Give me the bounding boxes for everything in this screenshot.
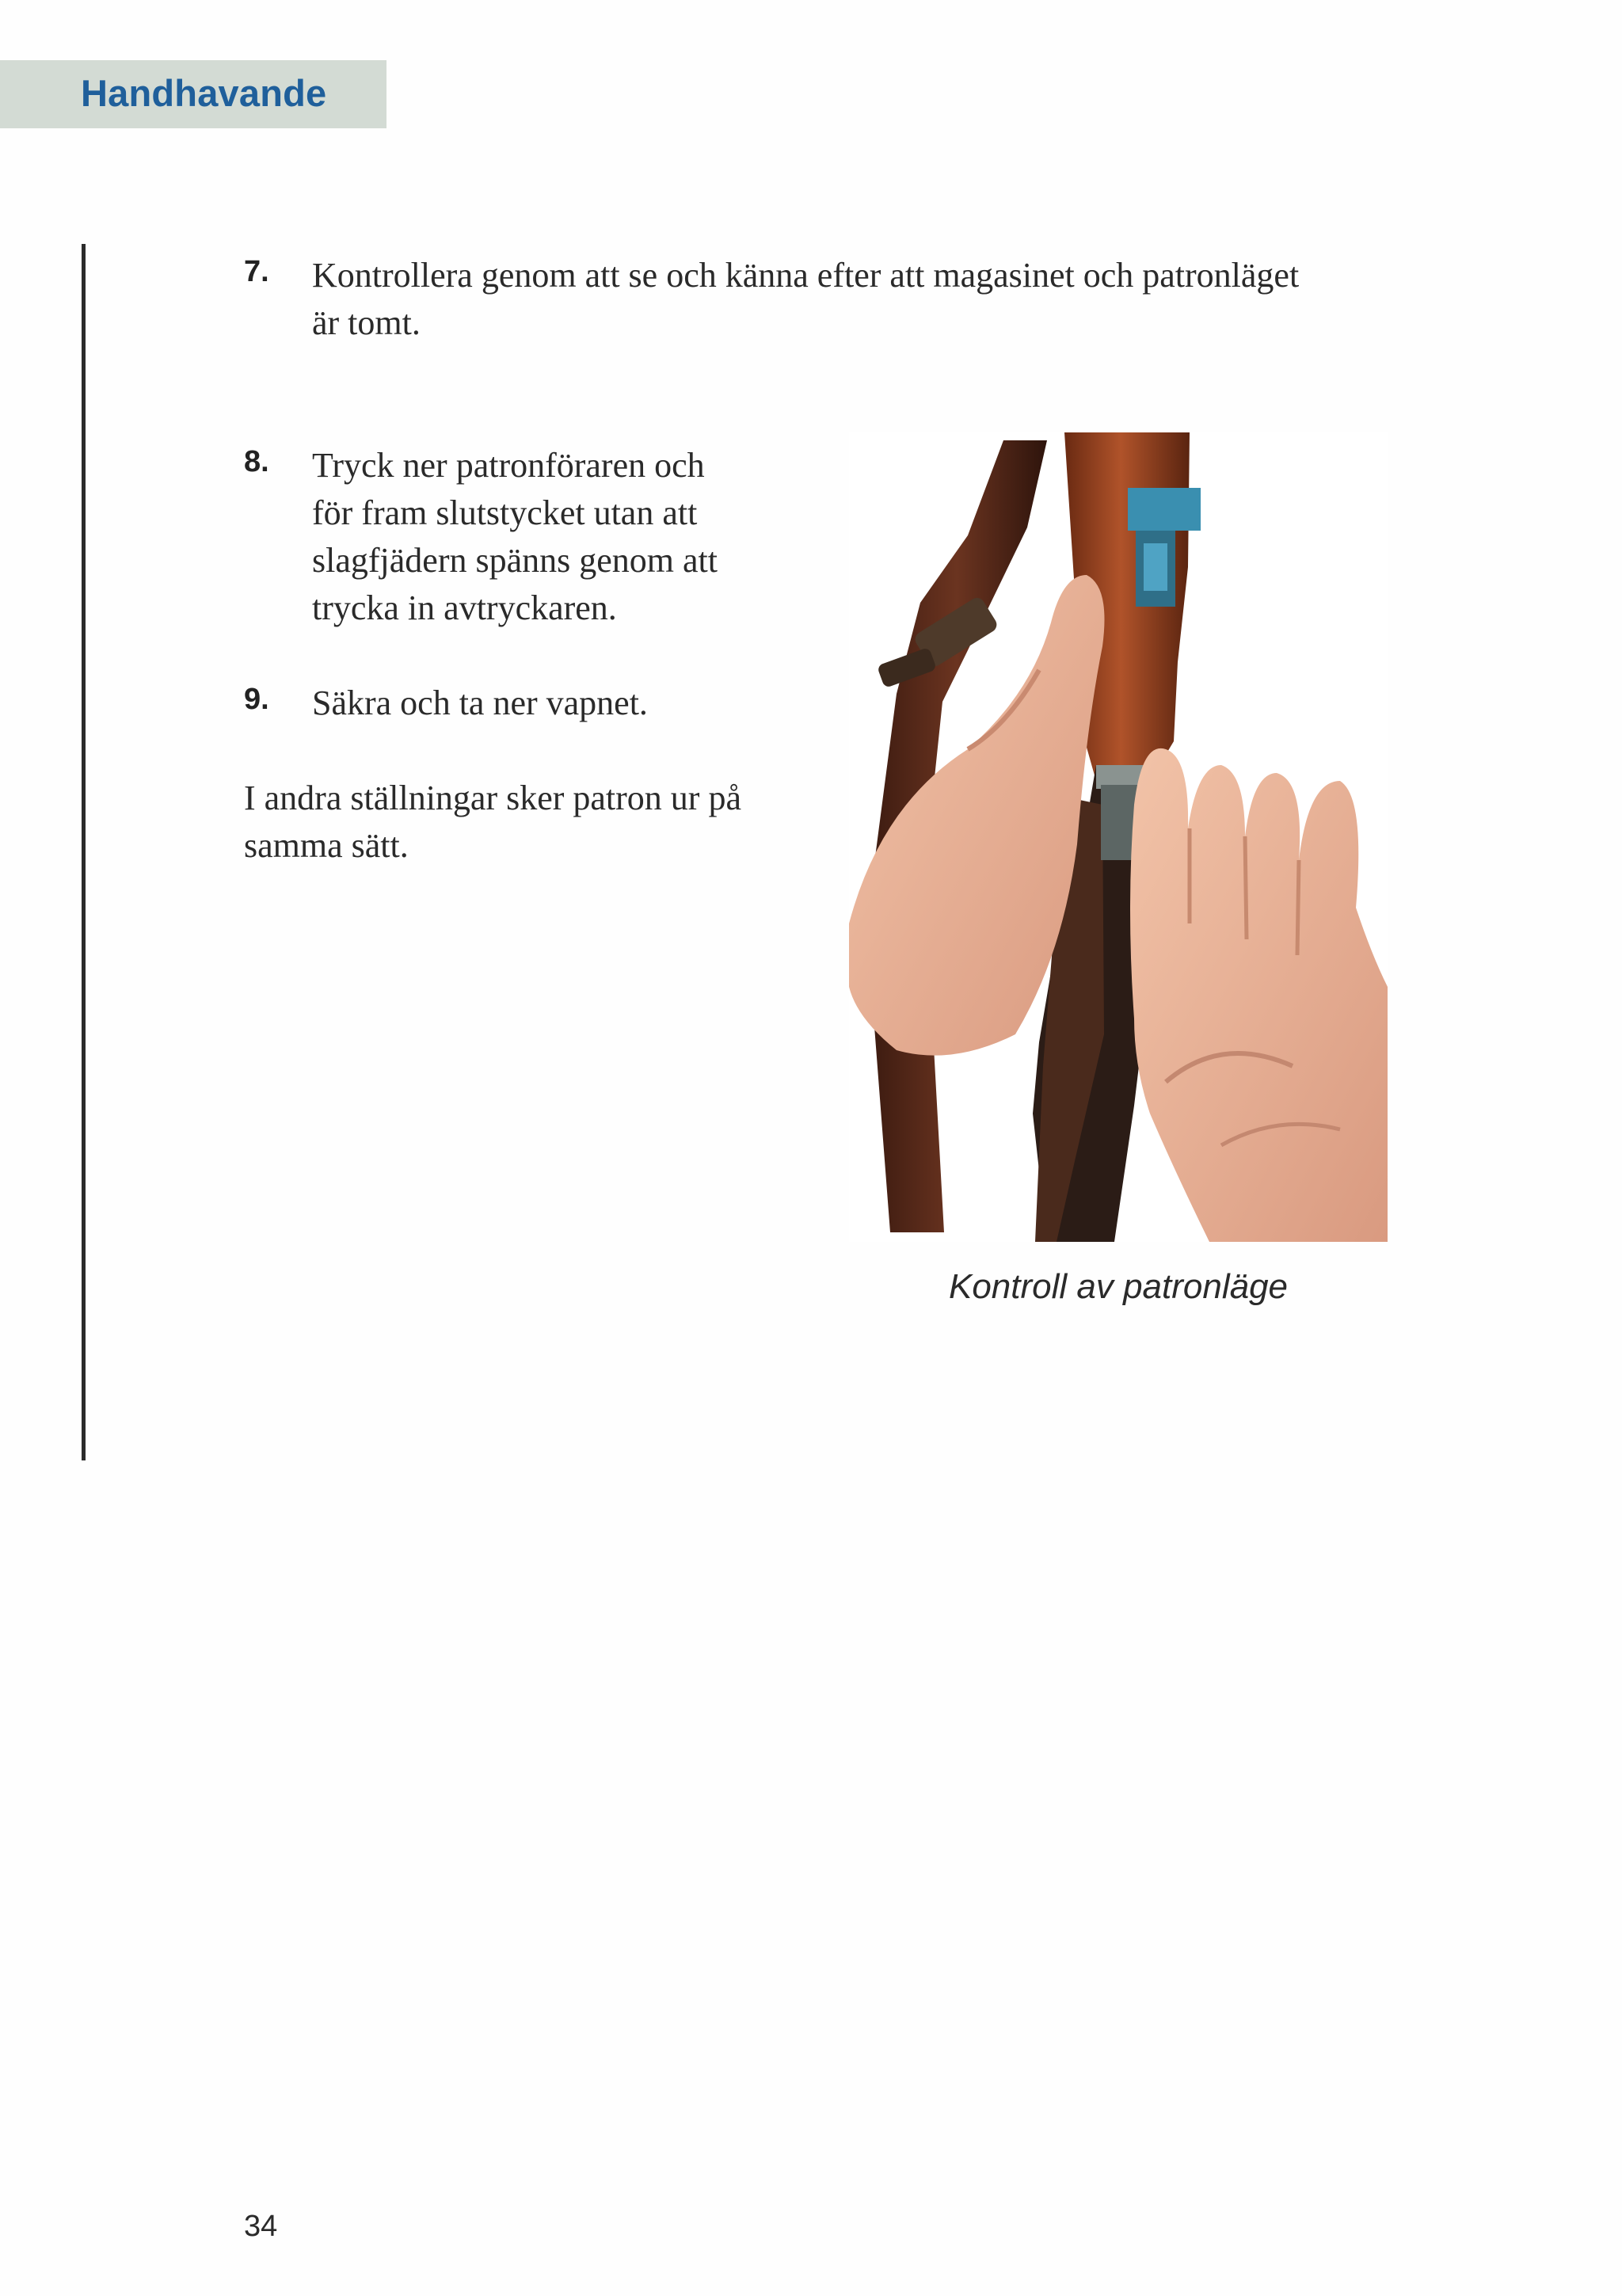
note-line: samma sätt. [244,826,409,865]
step-text-line: är tomt. [312,303,421,342]
margin-rule [82,244,86,1460]
step-text-line: Tryck ner patronföraren och [312,446,705,485]
step-number: 7. [244,255,269,288]
figure-caption: Kontroll av patronläge [948,1267,1289,1306]
step-number: 8. [244,445,269,478]
note-paragraph [244,775,814,870]
step-text [312,442,866,632]
step-text-line: trycka in avtryckaren. [312,588,617,627]
step-text-line: Kontrollera genom att se och känna efter att magasinet och patronläget [312,256,1300,295]
step-text [312,680,866,727]
step-text-line: slagfjädern spänns genom att [312,541,718,580]
page-number: 34 [244,2210,278,2243]
rifle-photo [849,432,1388,1242]
section-tab [0,60,386,128]
step-text [312,252,1622,347]
step-number: 9. [244,683,269,716]
step-text-line: för fram slutstycket utan att [312,493,698,532]
step-text-line: Säkra och ta ner vapnet. [312,683,648,722]
note-line: I andra ställningar sker patron ur på [244,779,741,817]
section-title: Handhavande [81,72,327,114]
